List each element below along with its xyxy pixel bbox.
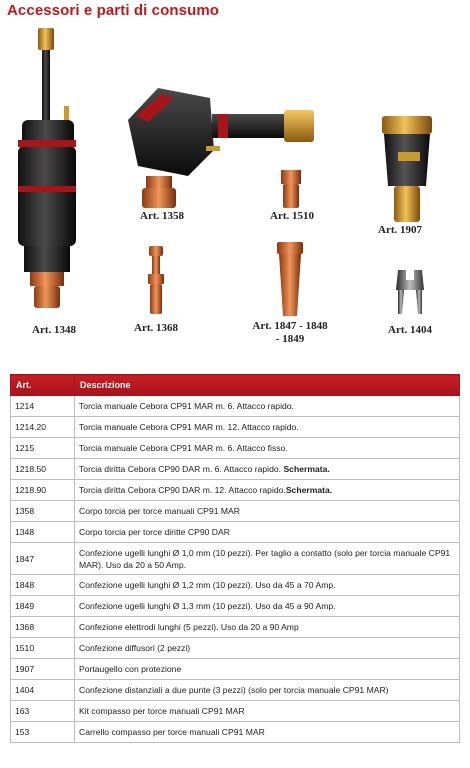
description-text: Confezione diffusori (2 pezzi) — [79, 643, 191, 653]
table-row — [11, 459, 460, 480]
description-text: Confezione distanziali a due punte (3 pezzi) (solo per torcia manuale CP91 MAR) — [79, 685, 389, 695]
table-body — [11, 396, 460, 743]
cell-art: 1348 — [11, 522, 75, 543]
cell-descrizione — [75, 480, 460, 501]
parts-table — [10, 374, 460, 743]
cell-descrizione — [75, 680, 460, 701]
table-row — [11, 501, 460, 522]
part-label-1907: Art. 1907 — [378, 224, 422, 236]
nozzle-holder-1907-image — [378, 116, 436, 226]
description-text: Torcia manuale Cebora CP91 MAR m. 6. Attacco rapido. — [79, 401, 294, 411]
cell-descrizione — [75, 638, 460, 659]
column-header-art: Art. — [11, 375, 75, 396]
page-title: Accessori e parti di consumo — [7, 2, 220, 19]
table-row — [11, 596, 460, 617]
cell-art: 153 — [11, 722, 75, 743]
table-row — [11, 543, 460, 575]
cell-descrizione — [75, 701, 460, 722]
cell-descrizione — [75, 438, 460, 459]
description-text: Portaugello con protezione — [79, 664, 182, 674]
table-row — [11, 659, 460, 680]
description-text: Confezione elettrodi lunghi (5 pezzi). Uso da 20 a 90 Amp — [79, 622, 299, 632]
parts-gallery — [0, 24, 470, 364]
cell-art: 1907 — [11, 659, 75, 680]
cell-descrizione — [75, 722, 460, 743]
description-text: Carrello compasso per torce manuali CP91 MAR — [79, 727, 265, 737]
cell-art: 1847 — [11, 543, 75, 575]
cell-descrizione — [75, 543, 460, 575]
table-row — [11, 617, 460, 638]
table-row — [11, 638, 460, 659]
cell-descrizione — [75, 596, 460, 617]
table-row — [11, 417, 460, 438]
column-header-descrizione: Descrizione — [75, 375, 460, 396]
cell-art: 163 — [11, 701, 75, 722]
cell-art: 1218.90 — [11, 480, 75, 501]
table-row — [11, 438, 460, 459]
cell-art: 1358 — [11, 501, 75, 522]
table-row — [11, 522, 460, 543]
cell-art: 1214.20 — [11, 417, 75, 438]
description-text: Corpo torcia per torce diritte CP90 DAR — [79, 527, 230, 537]
cell-descrizione — [75, 396, 460, 417]
part-label-1358: Art. 1358 — [140, 210, 184, 222]
cell-art: 1510 — [11, 638, 75, 659]
cell-descrizione — [75, 501, 460, 522]
diffuser-1510-image — [279, 170, 303, 210]
table-row — [11, 575, 460, 596]
table-row — [11, 396, 460, 417]
cell-art: 1215 — [11, 438, 75, 459]
electrode-1368-image — [146, 246, 166, 316]
description-text: Confezione ugelli lunghi Ø 1,2 mm (10 pezzi). Uso da 45 a 70 Amp. — [79, 580, 336, 590]
description-emphasis: Schermata. — [283, 464, 330, 474]
description-text: Confezione ugelli lunghi Ø 1,0 mm (10 pezzi). Per taglio a contatto (solo per torcia manuale CP91 MAR). Uso da 20 a 50 Amp. — [79, 547, 451, 570]
cell-descrizione — [75, 575, 460, 596]
torch-body-1348-image — [14, 28, 94, 318]
description-text: Kit compasso per torce manuali CP91 MAR — [79, 706, 245, 716]
description-emphasis: Schermata. — [285, 485, 333, 495]
cell-art: 1218.50 — [11, 459, 75, 480]
cell-descrizione — [75, 659, 460, 680]
part-label-1404: Art. 1404 — [388, 324, 432, 336]
description-text: Confezione ugelli lunghi Ø 1,3 mm (10 pezzi). Uso da 45 a 90 Amp. — [79, 601, 336, 611]
table-header-row — [11, 375, 460, 396]
table-row — [11, 480, 460, 501]
part-label-1368: Art. 1368 — [134, 322, 178, 334]
cell-art: 1849 — [11, 596, 75, 617]
cell-art: 1848 — [11, 575, 75, 596]
description-text: Torcia manuale Cebora CP91 MAR m. 6. Attacco fisso. — [79, 443, 288, 453]
long-nozzle-1847-image — [275, 242, 305, 318]
table-row — [11, 680, 460, 701]
cell-descrizione — [75, 617, 460, 638]
description-text: Torcia diritta Cebora CP90 DAR m. 12. Attacco rapido. — [79, 485, 286, 495]
table-row — [11, 722, 460, 743]
cell-descrizione — [75, 417, 460, 438]
description-text: Torcia manuale Cebora CP91 MAR m. 12. Attacco rapido. — [79, 422, 299, 432]
description-text: Corpo torcia per torce manuali CP91 MAR — [79, 506, 240, 516]
cell-descrizione — [75, 459, 460, 480]
cell-art: 1214 — [11, 396, 75, 417]
cell-art: 1404 — [11, 680, 75, 701]
part-label-1510: Art. 1510 — [270, 210, 314, 222]
description-text: Torcia diritta Cebora CP90 DAR m. 6. Attacco rapido. — [79, 464, 284, 474]
table-row — [11, 701, 460, 722]
cell-art: 1368 — [11, 617, 75, 638]
part-label-1847-1848-1849: Art. 1847 - 1848 - 1849 — [252, 320, 328, 345]
part-label-1348: Art. 1348 — [32, 324, 76, 336]
spacer-1404-image — [390, 268, 430, 318]
cell-descrizione — [75, 522, 460, 543]
